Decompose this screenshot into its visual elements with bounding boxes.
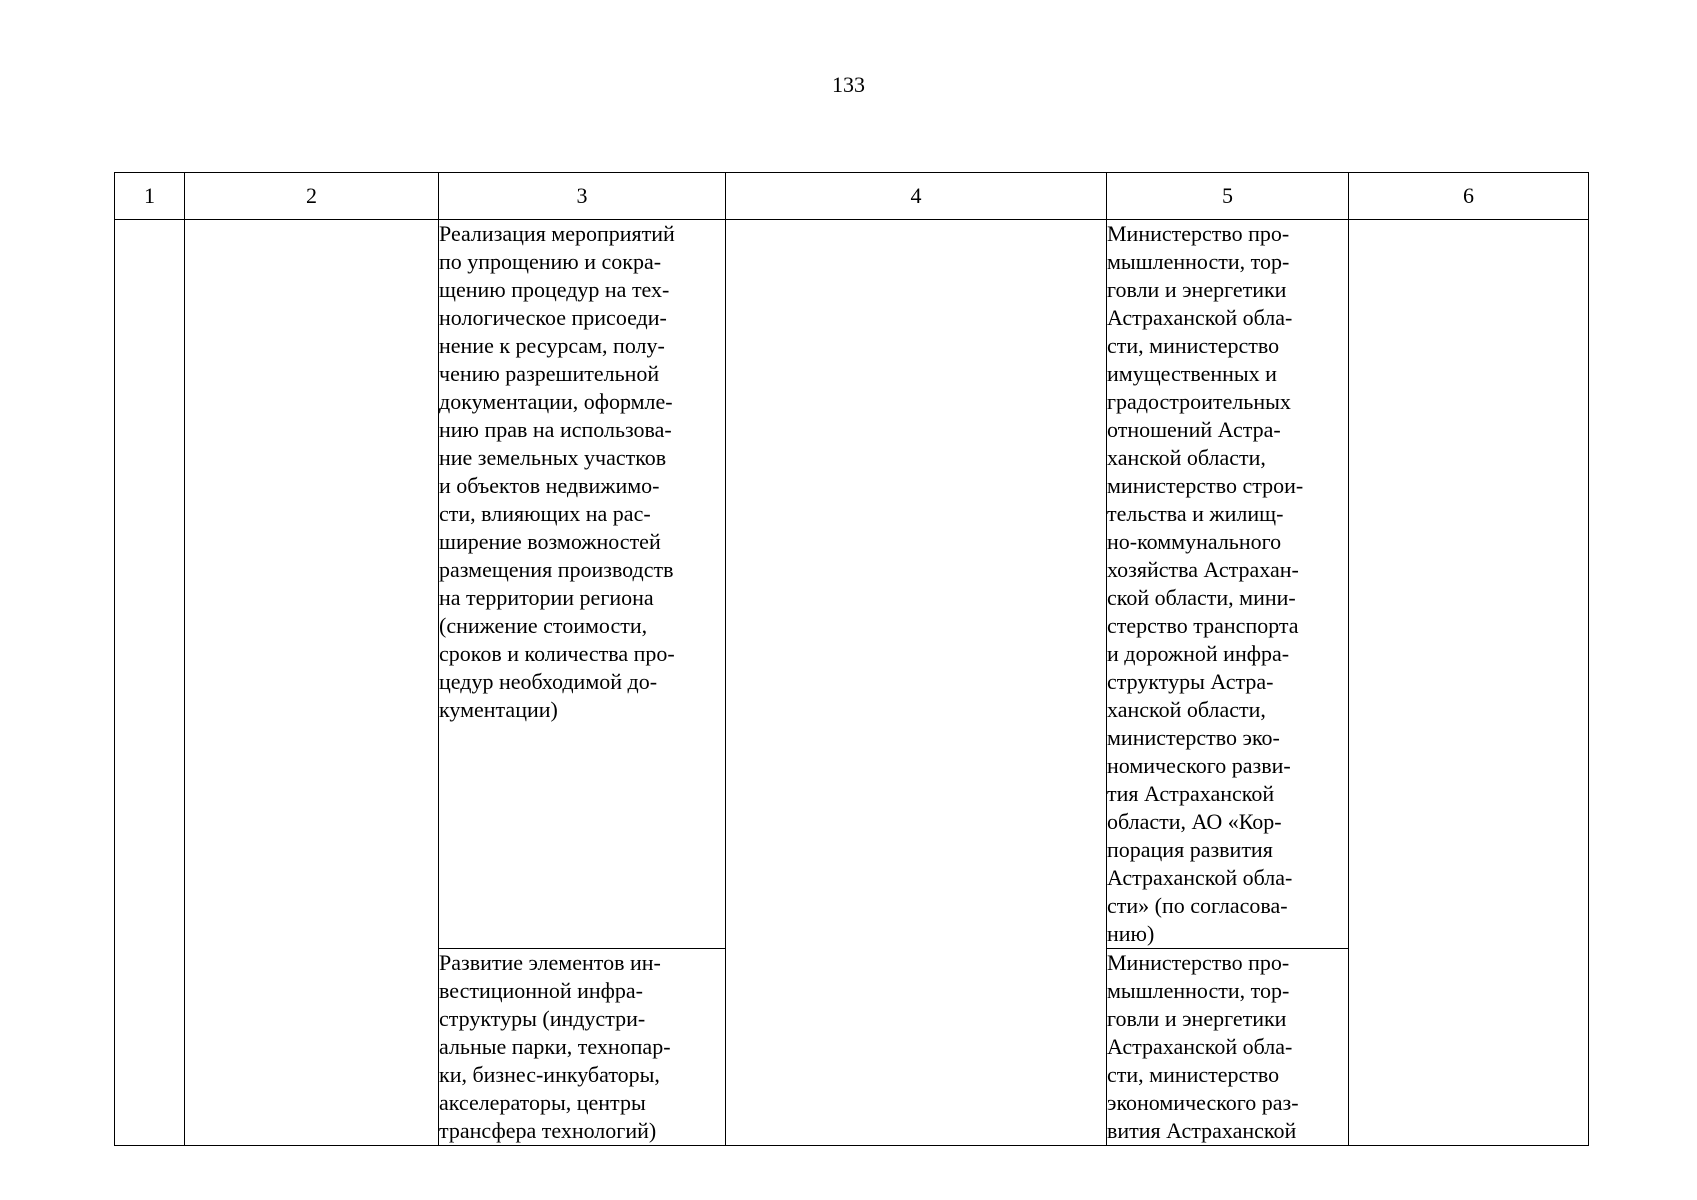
responsible-text: Министерство про- мышленности, тор- говли и энергетики Астраханской обла- сти, министерство имущественных и градостроительных отношений Астра- ханской области, министерство строи- тельства и жилищ- но-коммунального хозяйства Астрахан- ской области, мини- стерство транспорта и дорожной инфра- структуры Астра- ханской области, министерство эко- номического разви- тия Астраханской области, АО «Кор- порация развития Астраханской обла- сти» (по согласова- нию): [1107, 221, 1304, 946]
measure-text: Развитие элементов ин- вестиционной инфра- структуры (индустри- альные парки, технопар- ки, бизнес-инкубаторы, акселераторы, центры трансфера технологий): [439, 950, 671, 1143]
measure-text: Реализация мероприятий по упрощению и сокра- щению процедур на тех- нологическое присоеди- нение к ресурсам, полу- чению разрешительной документации, оформле- нию прав на использова- ние земельных участков и объектов недвижимо- сти, влияющих на рас- ширение возможностей размещения производств на территории региона (снижение стоимости, сроков и количества про- цедур необходимой до- кументации): [439, 221, 675, 722]
responsible-text: Министерство про- мышленности, тор- говли и энергетики Астраханской обла- сти, министерство экономического раз- вития Астраханской: [1107, 950, 1299, 1143]
column-header: 4: [726, 173, 1107, 220]
table-row: [115, 220, 1589, 949]
cell-col2: [185, 220, 439, 1146]
cell-col1: [115, 220, 185, 1146]
column-header: 3: [439, 173, 726, 220]
cell-measure: [439, 949, 726, 1146]
table-header-row: [115, 173, 1589, 220]
column-header: 5: [1107, 173, 1349, 220]
cell-col6: [1349, 220, 1589, 1146]
cell-measure: [439, 220, 726, 949]
page-number: 133: [832, 72, 865, 97]
column-header: 1: [115, 173, 185, 220]
column-header: 6: [1349, 173, 1589, 220]
cell-responsible: [1107, 220, 1349, 949]
measures-table: [114, 172, 1589, 1146]
cell-col4: [726, 220, 1107, 1146]
cell-responsible: [1107, 949, 1349, 1146]
column-header: 2: [185, 173, 439, 220]
